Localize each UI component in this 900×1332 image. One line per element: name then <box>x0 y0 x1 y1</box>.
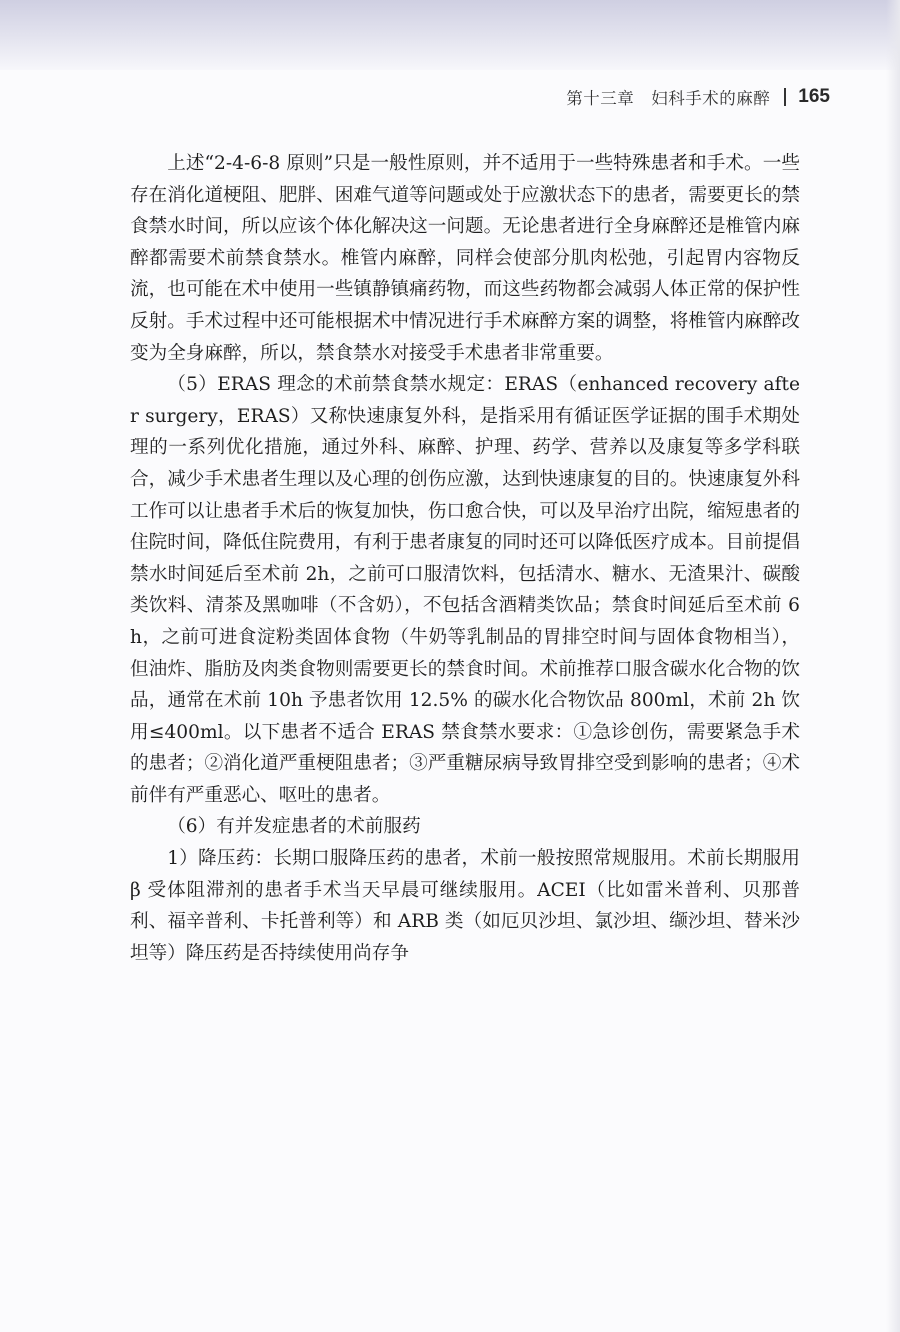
body-text <box>130 148 800 969</box>
page-edge-shadow <box>886 0 900 1332</box>
paragraph-fasting-principle: 上述“2-4-6-8 原则”只是一般性原则，并不适用于一些特殊患者和手术。一些存在消化道梗阻、肥胖、困难气道等问题或处于应激状态下的患者，需要更长的禁食禁水时间，所以应该个体化解决这一问题。无论患者进行全身麻醉还是椎管内麻醉都需要术前禁食禁水。椎管内麻醉，同样会使部分肌肉松弛，引起胃内容物反流，也可能在术中使用一些镇静镇痛药物，而这些药物都会减弱人体正常的保护性反射。手术过程中还可能根据术中情况进行手术麻醉方案的调整，将椎管内麻醉改变为全身麻醉，所以，禁食禁水对接受手术患者非常重要。 <box>130 153 800 364</box>
paragraph-eras-fasting-rules: （5）ERAS 理念的术前禁食禁水规定：ERAS（enhanced recovery after surgery，ERAS）又称快速康复外科，是指采用有循证医学证据的围手术期处理的一系列优化措施，通过外科、麻醉、护理、药学、营养以及康复等多学科联合，减少手术患者生理以及心理的创伤应激，达到快速康复的目的。快速康复外科工作可以让患者手术后的恢复加快，伤口愈合快，可以及早治疗出院，缩短患者的住院时间，降低住院费用，有利于患者康复的同时还可以降低医疗成本。目前提倡禁水时间延后至术前 2h，之前可口服清饮料，包括清水、糖水、无渣果汁、碳酸类饮料、清茶及黑咖啡（不含奶），不包括含酒精类饮品；禁食时间延后至术前 6h，之前可进食淀粉类固体食物（牛奶等乳制品的胃排空时间与固体食物相当），但油炸、脂肪及肉类食物则需要更长的禁食时间。术前推荐口服含碳水化合物的饮品，通常在术前 10h 予患者饮用 12.5% 的碳水化合物饮品 800ml，术前 2h 饮用≤400ml。以下患者不适合 ERAS 禁食禁水要求：①急诊创伤，需要紧急手术的患者；②消化道严重梗阻患者；③严重糖尿病导致胃排空受到影响的患者；④术前伴有严重恶心、呕吐的患者。 <box>130 374 800 806</box>
chapter-title: 第十三章 妇科手术的麻醉 <box>566 89 771 108</box>
header-band <box>0 0 900 70</box>
page-number: 165 <box>798 86 830 107</box>
paragraph-comorbidity-meds-heading: （6）有并发症患者的术前服药 <box>167 816 421 838</box>
header-divider <box>784 88 786 106</box>
paragraph-antihypertensives: 1）降压药：长期口服降压药的患者，术前一般按照常规服用。术前长期服用 β 受体阻滞剂的患者手术当天早晨可继续服用。ACEI（比如雷米普利、贝那普利、福辛普利、卡托普利等）和 ARB 类（如厄贝沙坦、氯沙坦、缬沙坦、替米沙坦等）降压药是否持续使用尚存争 <box>130 848 800 964</box>
running-header <box>566 82 830 112</box>
